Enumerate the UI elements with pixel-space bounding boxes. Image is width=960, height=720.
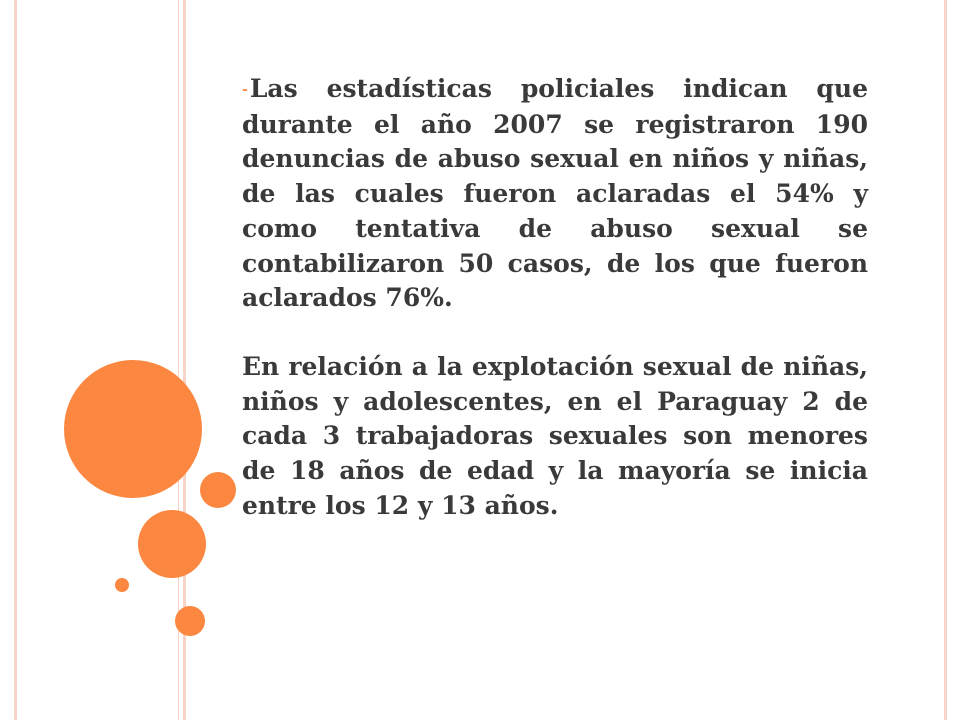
bullet-dash: - [242,82,248,98]
paragraph-1-text: Las estadísticas policiales indican que durante el año 2007 se registraron 190 denuncias de abuso sexual en niños y niñas, de las cuales fueron aclaradas el 54% y como tentativa de abuso sexual se contabilizaron 50 casos, de los que fueron aclarados 76%. [242,74,868,313]
large-circle-decoration [64,360,202,498]
small-circle-decoration [200,472,236,508]
small-circle-decoration-2 [175,606,205,636]
paragraph-1 [242,72,868,316]
medium-circle-decoration [138,510,206,578]
paragraph-2-text: En relación a la explotación sexual de niñas, niños y adolescentes, en el Paraguay 2 de cada 3 trabajadoras sexuales son menores de 18 años de edad y la mayoría se inicia entre los 12 y 13 años. [242,351,868,520]
tiny-circle-decoration [115,578,129,592]
right-stripe [944,0,947,720]
left-stripe-1 [14,0,17,720]
paragraph-2 [242,350,868,524]
slide-body [242,72,868,523]
